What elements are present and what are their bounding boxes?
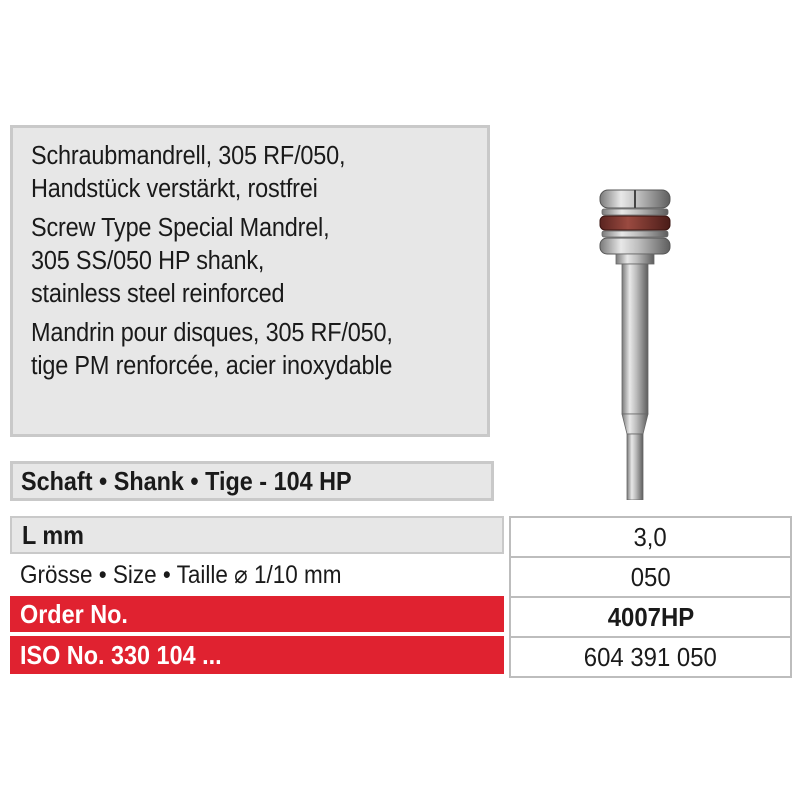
description-line: Screw Type Special Mandrel, bbox=[31, 214, 330, 242]
iso-no-label: ISO No. 330 104 ... bbox=[20, 639, 222, 670]
l-mm-value: 3,0 bbox=[633, 521, 668, 552]
description-line: Mandrin pour disques, 305 RF/050, bbox=[31, 319, 393, 347]
description-french bbox=[31, 317, 451, 383]
size-row bbox=[10, 556, 504, 594]
iso-no-value-cell bbox=[511, 636, 790, 676]
order-no-value: 4007HP bbox=[607, 601, 694, 632]
shank-bar bbox=[10, 461, 494, 501]
order-no-value-cell bbox=[511, 596, 790, 636]
order-no-label: Order No. bbox=[20, 598, 128, 629]
description-line: Schraubmandrell, 305 RF/050, bbox=[31, 142, 346, 170]
description-line: Handstück verstärkt, rostfrei bbox=[31, 175, 318, 203]
iso-no-row bbox=[10, 636, 504, 674]
description-line: stainless steel reinforced bbox=[31, 280, 285, 308]
l-mm-value-cell bbox=[511, 516, 790, 556]
screw-mandrel-icon bbox=[580, 180, 690, 500]
shank-label: Schaft • Shank • Tige - 104 HP bbox=[21, 465, 352, 496]
order-no-row bbox=[10, 596, 504, 634]
size-label: Grösse • Size • Taille ⌀ 1/10 mm bbox=[20, 561, 342, 589]
description-line: 305 SS/050 HP shank, bbox=[31, 247, 265, 275]
description-line: tige PM renforcée, acier inoxydable bbox=[31, 352, 393, 380]
values-table bbox=[509, 516, 792, 678]
description-english bbox=[31, 212, 451, 311]
l-mm-label: L mm bbox=[22, 519, 84, 550]
size-value: 050 bbox=[630, 561, 671, 592]
iso-no-value: 604 391 050 bbox=[583, 641, 718, 672]
description-german bbox=[31, 140, 451, 206]
size-value-cell bbox=[511, 556, 790, 596]
screw-mandrel-image bbox=[580, 180, 690, 500]
l-mm-row bbox=[10, 516, 504, 554]
description-panel bbox=[10, 125, 490, 437]
